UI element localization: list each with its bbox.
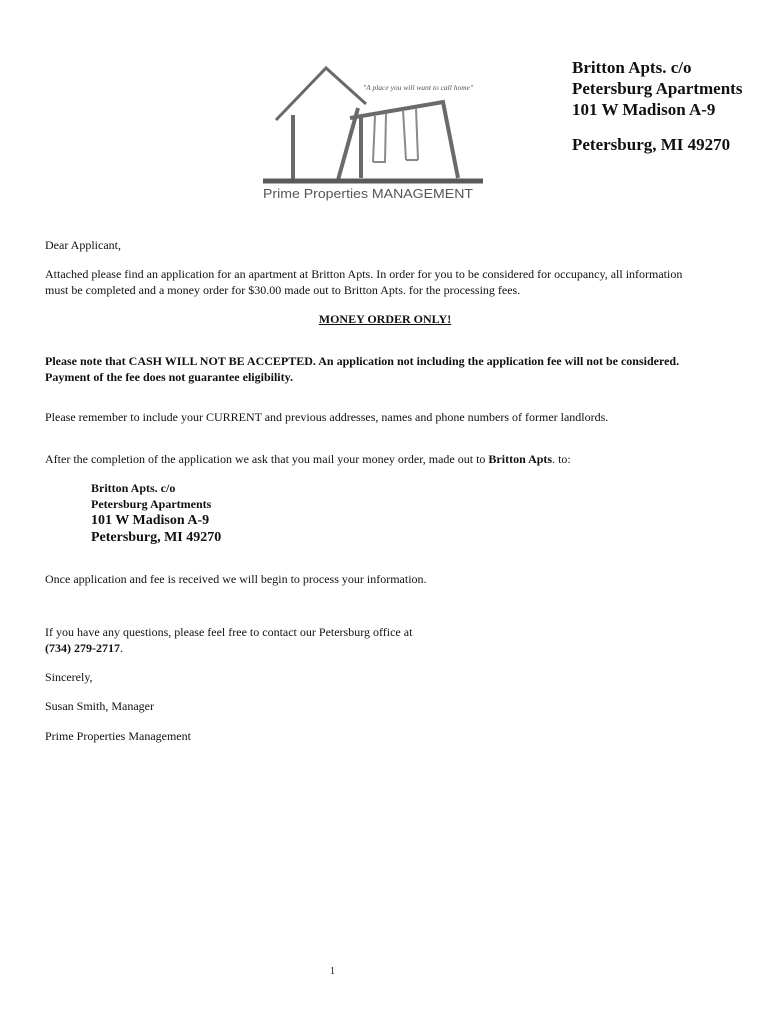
phone-number: (734) 279-2717	[45, 641, 120, 655]
reminder-text: Please remember to include your CURRENT and previous addresses, names and phone numbers of former landlords.	[45, 410, 609, 424]
mail-instruction-payee: Britton Apts	[488, 452, 553, 466]
signer-name: Susan Smith, Manager	[45, 699, 154, 713]
closing: Sincerely,	[45, 670, 93, 684]
processing-note: Once application and fee is received we will begin to process your information.	[45, 572, 427, 586]
company-signature: Prime Properties Management	[45, 729, 191, 743]
cash-notice-line-1: Please note that CASH WILL NOT BE ACCEPTED. An application not including the application fee will not be considered.	[45, 354, 680, 368]
salutation: Dear Applicant,	[45, 238, 121, 252]
mailing-address	[91, 480, 221, 546]
header-address-line1: Britton Apts. c/o	[572, 58, 692, 77]
logo-tagline: "A place you will want to call home"	[363, 83, 474, 92]
mail-instruction-suffix: . to:	[552, 452, 571, 466]
intro-line-1: Attached please find an application for an apartment at Britton Apts. In order for you to be considered for occupancy, all information	[45, 267, 683, 281]
mailing-address-line4: Petersburg, MI 49270	[91, 530, 222, 545]
header-address-line2: Petersburg Apartments	[572, 79, 743, 98]
header-address	[572, 57, 767, 155]
money-order-notice: MONEY ORDER ONLY!	[318, 312, 452, 326]
mailing-address-line1: Britton Apts. c/o	[91, 481, 176, 495]
header-address-line3: 101 W Madison A-9	[572, 100, 716, 119]
cash-notice-line-2: Payment of the fee does not guarantee eligibility.	[45, 370, 293, 384]
logo-company-name: Prime Properties MANAGEMENT	[263, 186, 474, 201]
questions-paragraph	[45, 624, 735, 656]
mail-instruction	[45, 451, 735, 467]
cash-notice	[45, 353, 745, 385]
header-address-line4: Petersburg, MI 49270	[572, 135, 731, 154]
phone-suffix: .	[120, 641, 123, 655]
mail-instruction-prefix: After the completion of the application we ask that you mail your money order, made out to	[45, 452, 489, 466]
intro-paragraph	[45, 266, 735, 298]
page-number: 1	[330, 966, 335, 977]
intro-line-2: must be completed and a money order for $30.00 made out to Britton Apts. for the processing fees.	[45, 283, 521, 297]
mailing-address-line2: Petersburg Apartments	[91, 497, 212, 511]
mailing-address-line3: 101 W Madison A-9	[91, 513, 210, 528]
company-logo	[258, 60, 488, 210]
questions-line: If you have any questions, please feel free to contact our Petersburg office at	[45, 625, 413, 639]
